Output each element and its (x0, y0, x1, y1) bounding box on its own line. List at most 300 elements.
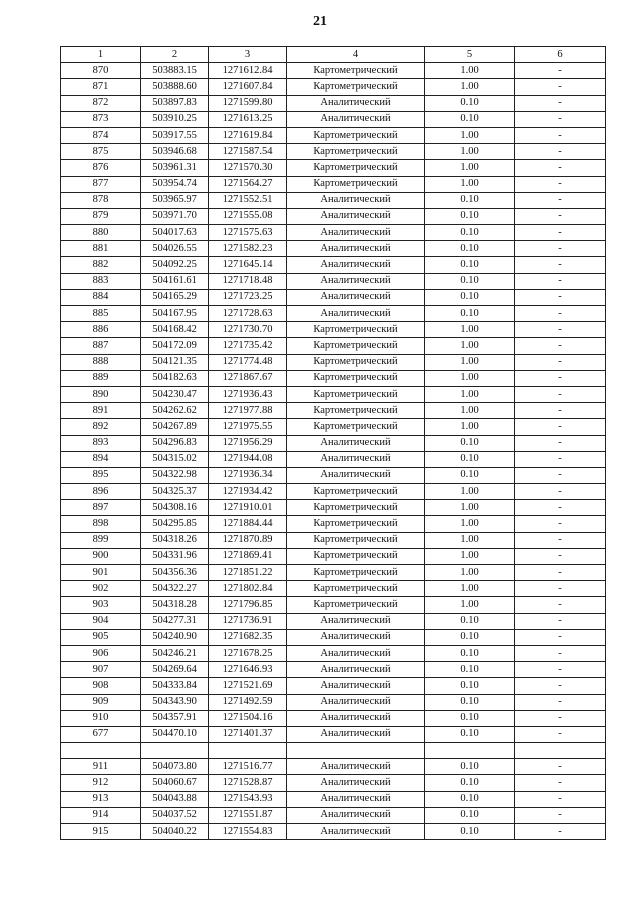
note-cell: - (515, 726, 606, 742)
y-coordinate-cell: 1271802.84 (209, 581, 287, 597)
point-number-cell: 908 (61, 678, 141, 694)
note-cell: - (515, 613, 606, 629)
note-cell: - (515, 273, 606, 289)
point-number-cell: 879 (61, 208, 141, 224)
y-coordinate-cell: 1271582.23 (209, 241, 287, 257)
note-cell: - (515, 759, 606, 775)
table-row (61, 451, 606, 467)
point-number-cell: 871 (61, 79, 141, 95)
note-cell: - (515, 678, 606, 694)
y-coordinate-cell: 1271730.70 (209, 322, 287, 338)
accuracy-cell: 1.00 (425, 484, 515, 500)
x-coordinate-cell: 503888.60 (141, 79, 209, 95)
method-cell: Картометрический (287, 419, 425, 435)
table-row (61, 613, 606, 629)
method-cell: Картометрический (287, 532, 425, 548)
x-coordinate-cell: 504333.84 (141, 678, 209, 694)
table-row (61, 160, 606, 176)
y-coordinate-cell: 1271867.67 (209, 370, 287, 386)
method-cell: Картометрический (287, 322, 425, 338)
y-coordinate-cell: 1271936.34 (209, 467, 287, 483)
y-coordinate-cell: 1271774.48 (209, 354, 287, 370)
point-number-cell: 914 (61, 807, 141, 823)
method-cell: Картометрический (287, 386, 425, 402)
y-coordinate-cell: 1271504.16 (209, 710, 287, 726)
point-number-cell: 895 (61, 467, 141, 483)
accuracy-cell: 0.10 (425, 824, 515, 840)
table-row (61, 662, 606, 678)
table-row (61, 791, 606, 807)
note-cell: - (515, 257, 606, 273)
point-number-cell: 902 (61, 581, 141, 597)
point-number-cell: 884 (61, 289, 141, 305)
point-number-cell: 876 (61, 160, 141, 176)
x-coordinate-cell: 503971.70 (141, 208, 209, 224)
x-coordinate-cell: 504325.37 (141, 484, 209, 500)
table-header (61, 47, 606, 63)
method-cell: Картометрический (287, 403, 425, 419)
method-cell: Аналитический (287, 613, 425, 629)
y-coordinate-cell: 1271552.51 (209, 192, 287, 208)
note-cell: - (515, 63, 606, 79)
point-number-cell: 886 (61, 322, 141, 338)
accuracy-cell: 1.00 (425, 127, 515, 143)
x-coordinate-cell: 503917.55 (141, 127, 209, 143)
column-header-6: 6 (515, 47, 606, 63)
note-cell: - (515, 581, 606, 597)
table-row (61, 225, 606, 241)
note-cell: - (515, 338, 606, 354)
table-row (61, 759, 606, 775)
x-coordinate-cell: 503961.31 (141, 160, 209, 176)
note-cell: - (515, 824, 606, 840)
x-coordinate-cell: 504357.91 (141, 710, 209, 726)
y-coordinate-cell: 1271555.08 (209, 208, 287, 224)
accuracy-cell: 1.00 (425, 160, 515, 176)
table-row (61, 710, 606, 726)
note-cell: - (515, 694, 606, 710)
point-number-cell: 888 (61, 354, 141, 370)
column-header-3: 3 (209, 47, 287, 63)
point-number-cell: 910 (61, 710, 141, 726)
x-coordinate-cell: 504277.31 (141, 613, 209, 629)
y-coordinate-cell: 1271723.25 (209, 289, 287, 305)
x-coordinate-cell: 504246.21 (141, 645, 209, 661)
y-coordinate-cell: 1271645.14 (209, 257, 287, 273)
method-cell: Аналитический (287, 241, 425, 257)
table-row (61, 597, 606, 613)
table-row (61, 581, 606, 597)
table-row (61, 403, 606, 419)
y-coordinate-cell: 1271607.84 (209, 79, 287, 95)
x-coordinate-cell: 504295.85 (141, 516, 209, 532)
method-cell: Аналитический (287, 225, 425, 241)
table-row (61, 419, 606, 435)
note-cell: - (515, 451, 606, 467)
x-coordinate-cell: 504267.89 (141, 419, 209, 435)
point-number-cell: 897 (61, 500, 141, 516)
accuracy-cell: 1.00 (425, 354, 515, 370)
note-cell: - (515, 629, 606, 645)
method-cell: Аналитический (287, 662, 425, 678)
method-cell: Аналитический (287, 694, 425, 710)
y-coordinate-cell: 1271851.22 (209, 565, 287, 581)
point-number-cell: 677 (61, 726, 141, 742)
y-coordinate-cell: 1271575.63 (209, 225, 287, 241)
x-coordinate-cell: 504121.35 (141, 354, 209, 370)
y-coordinate-cell: 1271551.87 (209, 807, 287, 823)
table-row (61, 176, 606, 192)
accuracy-cell: 0.10 (425, 775, 515, 791)
note-cell: - (515, 662, 606, 678)
accuracy-cell: 0.10 (425, 306, 515, 322)
table-row (61, 484, 606, 500)
y-coordinate-cell: 1271869.41 (209, 548, 287, 564)
accuracy-cell: 0.10 (425, 759, 515, 775)
table-row (61, 273, 606, 289)
point-number-cell: 873 (61, 111, 141, 127)
method-cell: Аналитический (287, 759, 425, 775)
x-coordinate-cell: 504315.02 (141, 451, 209, 467)
table-row (61, 775, 606, 791)
accuracy-cell: 1.00 (425, 597, 515, 613)
method-cell: Картометрический (287, 127, 425, 143)
y-coordinate-cell: 1271736.91 (209, 613, 287, 629)
note-cell: - (515, 127, 606, 143)
accuracy-cell: 1.00 (425, 581, 515, 597)
accuracy-cell: 0.10 (425, 435, 515, 451)
table-row (61, 127, 606, 143)
point-number-cell: 885 (61, 306, 141, 322)
x-coordinate-cell: 504230.47 (141, 386, 209, 402)
accuracy-cell: 1.00 (425, 516, 515, 532)
table-row (61, 354, 606, 370)
point-number-cell: 894 (61, 451, 141, 467)
point-number-cell: 913 (61, 791, 141, 807)
table-row (61, 500, 606, 516)
x-coordinate-cell: 504037.52 (141, 807, 209, 823)
table-row (61, 532, 606, 548)
x-coordinate-cell: 504308.16 (141, 500, 209, 516)
note-cell: - (515, 306, 606, 322)
accuracy-cell: 0.10 (425, 273, 515, 289)
table-row (61, 694, 606, 710)
note-cell: - (515, 419, 606, 435)
method-cell: Картометрический (287, 176, 425, 192)
note-cell: - (515, 565, 606, 581)
x-coordinate-cell: 504040.22 (141, 824, 209, 840)
method-cell: Картометрический (287, 338, 425, 354)
method-cell: Аналитический (287, 192, 425, 208)
table-row (61, 144, 606, 160)
method-cell: Картометрический (287, 144, 425, 160)
method-cell: Аналитический (287, 824, 425, 840)
y-coordinate-cell: 1271587.54 (209, 144, 287, 160)
method-cell: Аналитический (287, 273, 425, 289)
method-cell: Картометрический (287, 160, 425, 176)
accuracy-cell: 0.10 (425, 225, 515, 241)
table-row (61, 645, 606, 661)
table-row (61, 824, 606, 840)
table-row (61, 79, 606, 95)
note-cell: - (515, 95, 606, 111)
accuracy-cell: 1.00 (425, 370, 515, 386)
point-number-cell (61, 743, 141, 759)
note-cell: - (515, 791, 606, 807)
note-cell: - (515, 354, 606, 370)
note-cell: - (515, 79, 606, 95)
method-cell: Аналитический (287, 467, 425, 483)
accuracy-cell: 1.00 (425, 548, 515, 564)
column-header-1: 1 (61, 47, 141, 63)
point-number-cell: 889 (61, 370, 141, 386)
note-cell: - (515, 775, 606, 791)
point-number-cell: 881 (61, 241, 141, 257)
accuracy-cell: 1.00 (425, 322, 515, 338)
x-coordinate-cell: 503910.25 (141, 111, 209, 127)
y-coordinate-cell: 1271728.63 (209, 306, 287, 322)
table-row (61, 192, 606, 208)
table-row (61, 95, 606, 111)
method-cell: Картометрический (287, 63, 425, 79)
accuracy-cell: 0.10 (425, 613, 515, 629)
table-row (61, 435, 606, 451)
point-number-cell: 883 (61, 273, 141, 289)
accuracy-cell: 0.10 (425, 451, 515, 467)
x-coordinate-cell: 504043.88 (141, 791, 209, 807)
table-row (61, 257, 606, 273)
page-number: 21 (313, 14, 327, 29)
y-coordinate-cell (209, 743, 287, 759)
point-number-cell: 898 (61, 516, 141, 532)
x-coordinate-cell: 504331.96 (141, 548, 209, 564)
y-coordinate-cell: 1271543.93 (209, 791, 287, 807)
x-coordinate-cell: 504343.90 (141, 694, 209, 710)
point-number-cell: 896 (61, 484, 141, 500)
note-cell (515, 743, 606, 759)
y-coordinate-cell: 1271678.25 (209, 645, 287, 661)
x-coordinate-cell: 504470.10 (141, 726, 209, 742)
accuracy-cell: 0.10 (425, 629, 515, 645)
method-cell: Аналитический (287, 257, 425, 273)
method-cell: Аналитический (287, 710, 425, 726)
table-row (61, 386, 606, 402)
table-row (61, 516, 606, 532)
note-cell: - (515, 176, 606, 192)
point-number-cell: 907 (61, 662, 141, 678)
method-cell: Аналитический (287, 726, 425, 742)
note-cell: - (515, 710, 606, 726)
table-row (61, 743, 606, 759)
y-coordinate-cell: 1271613.25 (209, 111, 287, 127)
y-coordinate-cell: 1271977.88 (209, 403, 287, 419)
column-header-2: 2 (141, 47, 209, 63)
y-coordinate-cell: 1271528.87 (209, 775, 287, 791)
y-coordinate-cell: 1271735.42 (209, 338, 287, 354)
accuracy-cell: 1.00 (425, 63, 515, 79)
table-body (61, 63, 606, 840)
table-row (61, 629, 606, 645)
table-row (61, 63, 606, 79)
table-row (61, 565, 606, 581)
y-coordinate-cell: 1271564.27 (209, 176, 287, 192)
accuracy-cell: 0.10 (425, 726, 515, 742)
accuracy-cell: 0.10 (425, 645, 515, 661)
note-cell: - (515, 500, 606, 516)
accuracy-cell: 0.10 (425, 791, 515, 807)
y-coordinate-cell: 1271612.84 (209, 63, 287, 79)
accuracy-cell: 0.10 (425, 678, 515, 694)
accuracy-cell: 0.10 (425, 95, 515, 111)
method-cell: Картометрический (287, 548, 425, 564)
point-number-cell: 880 (61, 225, 141, 241)
y-coordinate-cell: 1271516.77 (209, 759, 287, 775)
method-cell: Аналитический (287, 678, 425, 694)
x-coordinate-cell: 504296.83 (141, 435, 209, 451)
y-coordinate-cell: 1271570.30 (209, 160, 287, 176)
x-coordinate-cell: 504318.26 (141, 532, 209, 548)
accuracy-cell: 1.00 (425, 500, 515, 516)
point-number-cell: 870 (61, 63, 141, 79)
x-coordinate-cell: 504240.90 (141, 629, 209, 645)
y-coordinate-cell: 1271796.85 (209, 597, 287, 613)
method-cell: Картометрический (287, 516, 425, 532)
coordinates-table (60, 46, 606, 840)
note-cell: - (515, 467, 606, 483)
note-cell: - (515, 435, 606, 451)
point-number-cell: 911 (61, 759, 141, 775)
method-cell: Картометрический (287, 597, 425, 613)
method-cell: Аналитический (287, 629, 425, 645)
y-coordinate-cell: 1271646.93 (209, 662, 287, 678)
point-number-cell: 901 (61, 565, 141, 581)
method-cell: Аналитический (287, 807, 425, 823)
method-cell: Аналитический (287, 208, 425, 224)
method-cell: Картометрический (287, 79, 425, 95)
note-cell: - (515, 597, 606, 613)
method-cell: Картометрический (287, 500, 425, 516)
x-coordinate-cell: 503883.15 (141, 63, 209, 79)
point-number-cell: 874 (61, 127, 141, 143)
note-cell: - (515, 144, 606, 160)
point-number-cell: 877 (61, 176, 141, 192)
accuracy-cell: 1.00 (425, 419, 515, 435)
y-coordinate-cell: 1271975.55 (209, 419, 287, 435)
point-number-cell: 915 (61, 824, 141, 840)
y-coordinate-cell: 1271934.42 (209, 484, 287, 500)
accuracy-cell (425, 743, 515, 759)
method-cell: Картометрический (287, 581, 425, 597)
y-coordinate-cell: 1271870.89 (209, 532, 287, 548)
y-coordinate-cell: 1271521.69 (209, 678, 287, 694)
table-row (61, 807, 606, 823)
method-cell: Аналитический (287, 791, 425, 807)
point-number-cell: 891 (61, 403, 141, 419)
point-number-cell: 875 (61, 144, 141, 160)
x-coordinate-cell: 504269.64 (141, 662, 209, 678)
note-cell: - (515, 645, 606, 661)
method-cell: Аналитический (287, 289, 425, 305)
accuracy-cell: 0.10 (425, 467, 515, 483)
accuracy-cell: 1.00 (425, 176, 515, 192)
column-header-4: 4 (287, 47, 425, 63)
table-row (61, 370, 606, 386)
note-cell: - (515, 532, 606, 548)
table-header-row (61, 47, 606, 63)
table-row (61, 467, 606, 483)
x-coordinate-cell: 504172.09 (141, 338, 209, 354)
note-cell: - (515, 548, 606, 564)
accuracy-cell: 0.10 (425, 208, 515, 224)
x-coordinate-cell: 504322.27 (141, 581, 209, 597)
method-cell: Аналитический (287, 775, 425, 791)
column-header-5: 5 (425, 47, 515, 63)
method-cell: Аналитический (287, 645, 425, 661)
note-cell: - (515, 225, 606, 241)
accuracy-cell: 0.10 (425, 192, 515, 208)
method-cell: Картометрический (287, 565, 425, 581)
x-coordinate-cell: 503897.83 (141, 95, 209, 111)
method-cell: Картометрический (287, 370, 425, 386)
point-number-cell: 912 (61, 775, 141, 791)
table-row (61, 548, 606, 564)
x-coordinate-cell: 504167.95 (141, 306, 209, 322)
accuracy-cell: 0.10 (425, 111, 515, 127)
note-cell: - (515, 160, 606, 176)
x-coordinate-cell (141, 743, 209, 759)
accuracy-cell: 1.00 (425, 386, 515, 402)
note-cell: - (515, 403, 606, 419)
table-row (61, 322, 606, 338)
x-coordinate-cell: 504073.80 (141, 759, 209, 775)
x-coordinate-cell: 504262.62 (141, 403, 209, 419)
method-cell: Аналитический (287, 95, 425, 111)
x-coordinate-cell: 503954.74 (141, 176, 209, 192)
point-number-cell: 878 (61, 192, 141, 208)
y-coordinate-cell: 1271599.80 (209, 95, 287, 111)
accuracy-cell: 1.00 (425, 532, 515, 548)
x-coordinate-cell: 504318.28 (141, 597, 209, 613)
y-coordinate-cell: 1271619.84 (209, 127, 287, 143)
note-cell: - (515, 386, 606, 402)
point-number-cell: 906 (61, 645, 141, 661)
point-number-cell: 887 (61, 338, 141, 354)
y-coordinate-cell: 1271554.83 (209, 824, 287, 840)
point-number-cell: 882 (61, 257, 141, 273)
note-cell: - (515, 322, 606, 338)
y-coordinate-cell: 1271718.48 (209, 273, 287, 289)
x-coordinate-cell: 504322.98 (141, 467, 209, 483)
x-coordinate-cell: 503965.97 (141, 192, 209, 208)
x-coordinate-cell: 504060.67 (141, 775, 209, 791)
table-row (61, 289, 606, 305)
note-cell: - (515, 111, 606, 127)
table-row (61, 726, 606, 742)
x-coordinate-cell: 504161.61 (141, 273, 209, 289)
y-coordinate-cell: 1271682.35 (209, 629, 287, 645)
method-cell: Аналитический (287, 306, 425, 322)
x-coordinate-cell: 504026.55 (141, 241, 209, 257)
point-number-cell: 890 (61, 386, 141, 402)
table-row (61, 678, 606, 694)
y-coordinate-cell: 1271492.59 (209, 694, 287, 710)
y-coordinate-cell: 1271910.01 (209, 500, 287, 516)
y-coordinate-cell: 1271936.43 (209, 386, 287, 402)
note-cell: - (515, 484, 606, 500)
method-cell: Аналитический (287, 451, 425, 467)
point-number-cell: 899 (61, 532, 141, 548)
table-row (61, 241, 606, 257)
